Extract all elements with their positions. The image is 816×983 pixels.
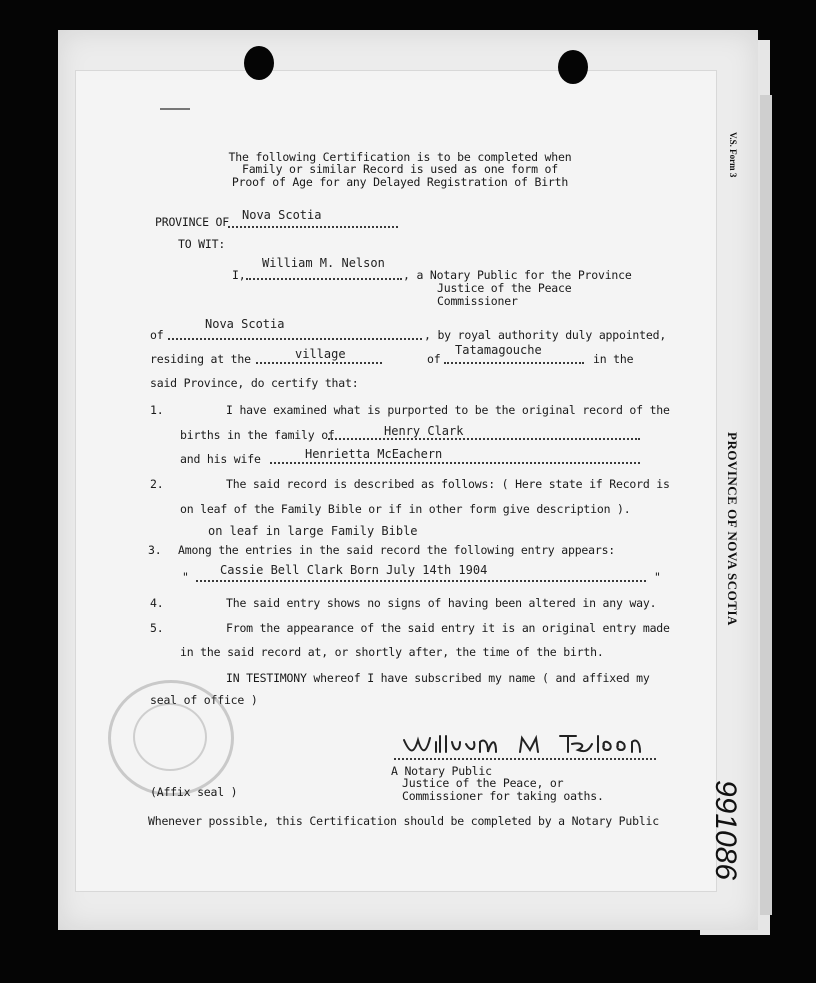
item-5-number: 5. [150, 621, 164, 635]
item-2-line-2: on leaf of the Family Bible or if in other form give description ). [180, 502, 631, 516]
entry-dotted-line [196, 580, 646, 582]
certifier-alt-2: Commissioner [437, 294, 518, 308]
to-wit-label: TO WIT: [178, 237, 226, 251]
entry-close-quote: " [654, 570, 661, 584]
residing-label: residing at the [150, 352, 251, 366]
header-line-2: Family or similar Record is used as one form of [241, 162, 558, 176]
of-value: Nova Scotia [205, 317, 285, 331]
back-sheet-edge [760, 95, 772, 915]
place-type: village [295, 347, 346, 361]
certifier-title: , a Notary Public for the Province [403, 268, 632, 282]
footer-note: Whenever possible, this Certification should be completed by a Notary Public [148, 814, 659, 828]
province-label: PROVINCE OF [155, 215, 229, 229]
residing-dotted-line [256, 362, 382, 364]
handwritten-signature [400, 730, 660, 760]
item-3-number: 3. [148, 543, 162, 557]
item-4-number: 4. [150, 596, 164, 610]
wife-name: Henrietta McEachern [305, 447, 443, 461]
certifier-prefix: I, [232, 268, 246, 282]
province-side-label: PROVINCE OF NOVA SCOTIA [725, 432, 740, 626]
wife-label: and his wife [180, 452, 261, 466]
family-name: Henry Clark [384, 424, 464, 438]
item-1-number: 1. [150, 403, 164, 417]
item-1-line-2: births in the family of [180, 428, 335, 442]
form-number: V.S. Form 3 [728, 132, 738, 178]
entry-open-quote: " [182, 570, 189, 584]
testimony-line-1: IN TESTIMONY whereof I have subscribed my name ( and affixed my [226, 671, 650, 685]
birth-entry: Cassie Bell Clark Born July 14th 1904 [220, 563, 488, 577]
of-suffix: , by royal authority duly appointed, [424, 328, 667, 342]
item-4-text: The said entry shows no signs of having been altered in any way. [226, 596, 657, 610]
punch-hole-right [558, 50, 588, 84]
signature-title-3: Commissioner for taking oaths. [402, 789, 604, 803]
certifier-name: William M. Nelson [262, 256, 385, 270]
province-value: Nova Scotia [242, 208, 322, 222]
record-description: on leaf in large Family Bible [208, 524, 418, 538]
certifier-dotted-line [246, 278, 402, 280]
signature-dotted-line [394, 758, 656, 760]
header-line-3: Proof of Age for any Delayed Registration of Birth [231, 175, 569, 189]
item-1-line-1: I have examined what is purported to be the original record of the [226, 403, 670, 417]
header-line-1: The following Certification is to be completed when [228, 150, 572, 164]
affix-seal-label: (Affix seal ) [150, 785, 238, 799]
place-dotted-line [444, 362, 584, 364]
signature-title-2: Justice of the Peace, or [402, 776, 564, 790]
item-5-line-1: From the appearance of the said entry it is an original entry made [226, 621, 670, 635]
family-dotted-line [328, 438, 640, 440]
province-dotted-line [228, 226, 398, 228]
item-2-line-1: The said record is described as follows: ( Here state if Record is [226, 477, 670, 491]
place-name: Tatamagouche [455, 343, 542, 357]
wife-dotted-line [270, 462, 640, 464]
residing-suffix: in the [593, 352, 634, 366]
item-2-number: 2. [150, 477, 164, 491]
signature-title-1: A Notary Public [391, 764, 492, 778]
punch-hole-left [244, 46, 274, 80]
item-3-line-1: Among the entries in the said record the following entry appears: [178, 543, 616, 557]
notary-seal-impression [108, 680, 234, 796]
file-number: 991086 [709, 780, 742, 881]
testimony-line-2: seal of office ) [150, 693, 258, 707]
certifier-alt-1: Justice of the Peace [437, 281, 572, 295]
residing-of: of [427, 352, 441, 366]
said-province: said Province, do certify that: [150, 376, 359, 390]
staple-mark [160, 108, 190, 110]
item-5-line-2: in the said record at, or shortly after, the time of the birth. [180, 645, 604, 659]
of-label: of [150, 328, 164, 342]
of-dotted-line [168, 338, 422, 340]
